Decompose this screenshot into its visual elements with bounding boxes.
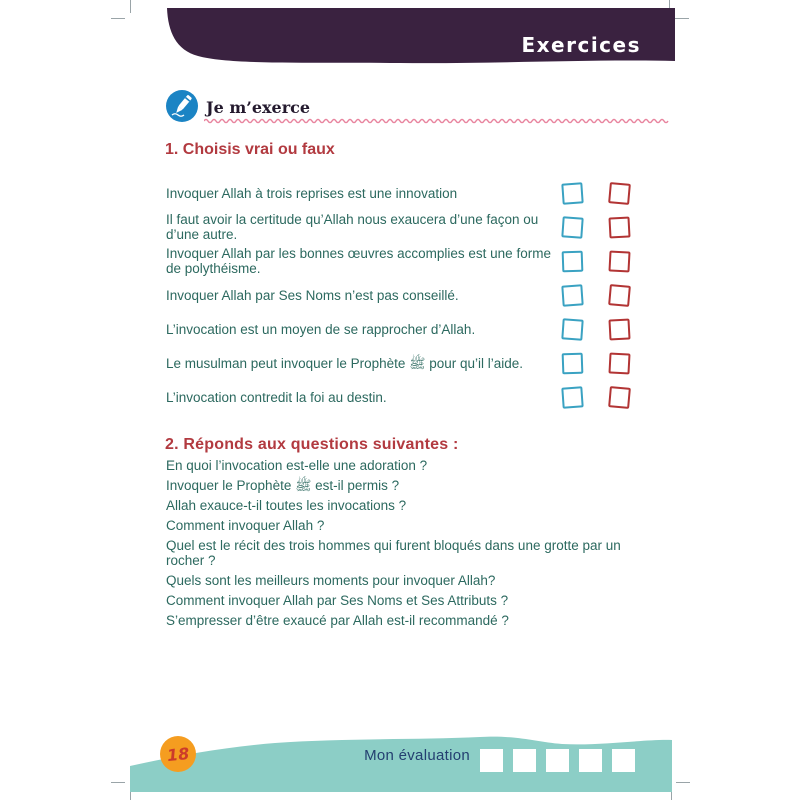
page-number-badge — [160, 736, 196, 772]
header-title: Exercices — [521, 33, 641, 57]
evaluation-box[interactable] — [546, 749, 569, 772]
crop-mark — [130, 0, 131, 13]
checkbox-vrai[interactable] — [561, 386, 583, 408]
checkbox-faux[interactable] — [608, 216, 630, 238]
checkbox-vrai[interactable] — [561, 318, 583, 340]
question-text: Quels sont les meilleurs moments pour invoquer Allah? — [166, 573, 496, 588]
evaluation-box[interactable] — [480, 749, 503, 772]
checkbox-faux[interactable] — [608, 318, 630, 340]
statement-text: Invoquer Allah par Ses Noms n’est pas conseillé. — [166, 287, 459, 303]
evaluation-box[interactable] — [513, 749, 536, 772]
checkbox-vrai[interactable] — [561, 284, 583, 306]
statement-text: Le musulman peut invoquer le Prophète ﷺ pour qu’il l’aide. — [166, 355, 524, 371]
statement-row — [166, 312, 630, 346]
exercise1-heading: 1. Choisis vrai ou faux — [165, 141, 335, 158]
intro-label: Je m’exerce — [206, 98, 311, 117]
checkbox-vrai[interactable] — [562, 250, 584, 272]
checkbox-faux[interactable] — [608, 284, 631, 307]
statement-list — [166, 176, 630, 414]
statement-row — [166, 346, 630, 380]
question-text: Allah exauce-t-il toutes les invocations ? — [166, 498, 407, 513]
question-text: Quel est le récit des trois hommes qui furent bloqués dans une grotte par un rocher ? — [166, 538, 621, 568]
checkbox-vrai[interactable] — [561, 182, 583, 204]
question-text: En quoi l’invocation est-elle une adoration ? — [166, 458, 428, 473]
statement-text: Invoquer Allah par les bonnes œuvres accomplies est une forme de polythéisme. — [166, 246, 551, 276]
question-text: Invoquer le Prophète ﷺ est-il permis ? — [166, 478, 400, 493]
question-text: Comment invoquer Allah ? — [166, 518, 325, 533]
crop-mark — [675, 18, 689, 19]
evaluation-label: Mon évaluation — [364, 747, 470, 764]
checkbox-faux[interactable] — [608, 182, 631, 205]
statement-text: Il faut avoir la certitude qu’Allah nous exaucera d’une façon ou d’une autre. — [166, 212, 539, 242]
checkbox-faux[interactable] — [608, 352, 630, 374]
evaluation-box[interactable] — [612, 749, 635, 772]
statement-row — [166, 278, 630, 312]
evaluation-box[interactable] — [579, 749, 602, 772]
pencil-icon — [166, 90, 198, 122]
question-list — [166, 458, 642, 633]
checkbox-vrai[interactable] — [561, 216, 583, 238]
question-text: S’empresser d’être exaucé par Allah est-il recommandé ? — [166, 613, 509, 628]
page-number: 18 — [165, 743, 191, 765]
crop-mark — [111, 18, 125, 19]
checkbox-vrai[interactable] — [562, 352, 584, 374]
evaluation-boxes — [480, 749, 635, 772]
crop-mark — [111, 782, 125, 783]
statement-row — [166, 244, 630, 278]
statement-text: L’invocation contredit la foi au destin. — [166, 389, 387, 405]
crop-mark — [676, 782, 690, 783]
statement-text: Invoquer Allah à trois reprises est une innovation — [166, 185, 458, 201]
statement-row — [166, 210, 630, 244]
checkbox-faux[interactable] — [608, 386, 631, 409]
statement-text: L’invocation est un moyen de se rapprocher d’Allah. — [166, 321, 476, 337]
statement-row — [166, 176, 630, 210]
checkbox-faux[interactable] — [608, 250, 630, 272]
statement-row — [166, 380, 630, 414]
question-text: Comment invoquer Allah par Ses Noms et Ses Attributs ? — [166, 593, 509, 608]
exercise2-heading: 2. Réponds aux questions suivantes : — [165, 436, 459, 453]
wavy-underline — [204, 116, 670, 126]
